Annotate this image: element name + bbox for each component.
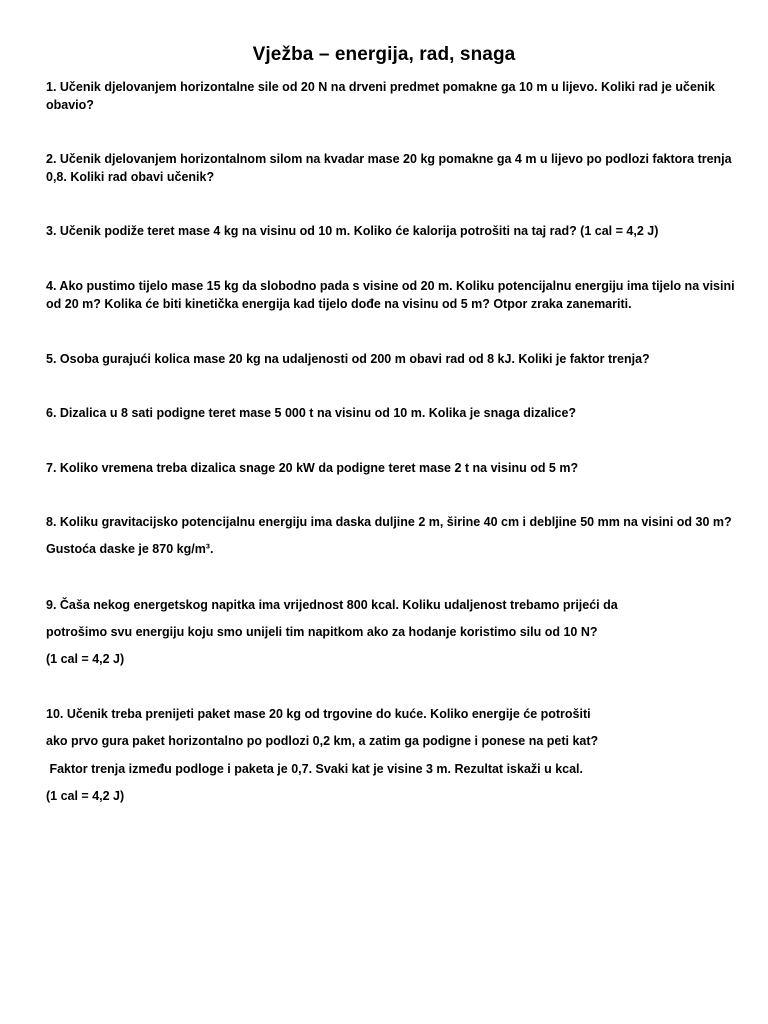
question-10-line-1: 10. Učenik treba prenijeti paket mase 20 kg od trgovine do kuće. Koliko energije će potrošiti bbox=[46, 707, 591, 721]
question-1-line-2: obavio? bbox=[46, 98, 94, 112]
question-3-line-1: 3. Učenik podiže teret mase 4 kg na visinu od 10 m. Koliko će kalorija potrošiti na taj rad? (1 cal = 4,2 J) bbox=[46, 224, 659, 238]
question-6-line-1: 6. Dizalica u 8 sati podigne teret mase 5 000 t na visinu od 10 m. Kolika je snaga dizalice? bbox=[46, 406, 577, 420]
question-9-line-3: (1 cal = 4,2 J) bbox=[46, 652, 125, 666]
question-9-line-1: 9. Čaša nekog energetskog napitka ima vrijednost 800 kcal. Koliku udaljenost trebamo prijeći da bbox=[46, 598, 618, 612]
question-5-line-1: 5. Osoba gurajući kolica mase 20 kg na udaljenosti od 200 m obavi rad od 8 kJ. Koliki je faktor trenja? bbox=[46, 352, 650, 366]
question-9-line-2: potrošimo svu energiju koju smo unijeli tim napitkom ako za hodanje koristimo silu od 10 N? bbox=[46, 625, 598, 639]
page-title: Vježba – energija, rad, snaga bbox=[252, 44, 516, 65]
question-7-line-1: 7. Koliko vremena treba dizalica snage 20 kW da podigne teret mase 2 t na visinu od 5 m? bbox=[46, 461, 579, 475]
question-10-line-3: Faktor trenja između podloge i paketa je 0,7. Svaki kat je visine 3 m. Rezultat iskaži u kcal. bbox=[46, 762, 584, 776]
question-4-line-2: od 20 m? Kolika će biti kinetička energija kad tijelo dođe na visinu od 5 m? Otpor zraka zanemariti. bbox=[46, 297, 632, 311]
question-2-line-2: 0,8. Koliki rad obavi učenik? bbox=[46, 170, 215, 184]
question-2-line-1: 2. Učenik djelovanjem horizontalnom silom na kvadar mase 20 kg pomakne ga 4 m u lijevo po podlozi faktora trenja bbox=[46, 152, 732, 166]
question-8-line-2: Gustoća daske je 870 kg/m³. bbox=[46, 542, 214, 556]
question-10-line-4: (1 cal = 4,2 J) bbox=[46, 789, 125, 803]
question-4-line-1: 4. Ako pustimo tijelo mase 15 kg da slobodno pada s visine od 20 m. Koliku potencijalnu energiju ima tijelo na visini bbox=[46, 279, 735, 293]
question-1-line-1: 1. Učenik djelovanjem horizontalne sile od 20 N na drveni predmet pomakne ga 10 m u lijevo. Koliki rad je učenik bbox=[46, 80, 715, 94]
question-8-line-1: 8. Koliku gravitacijsko potencijalnu energiju ima daska duljine 2 m, širine 40 cm i debljine 50 mm na visini od 30 m? bbox=[46, 515, 732, 529]
question-10-line-2: ako prvo gura paket horizontalno po podlozi 0,2 km, a zatim ga podigne i ponese na peti kat? bbox=[46, 734, 599, 748]
